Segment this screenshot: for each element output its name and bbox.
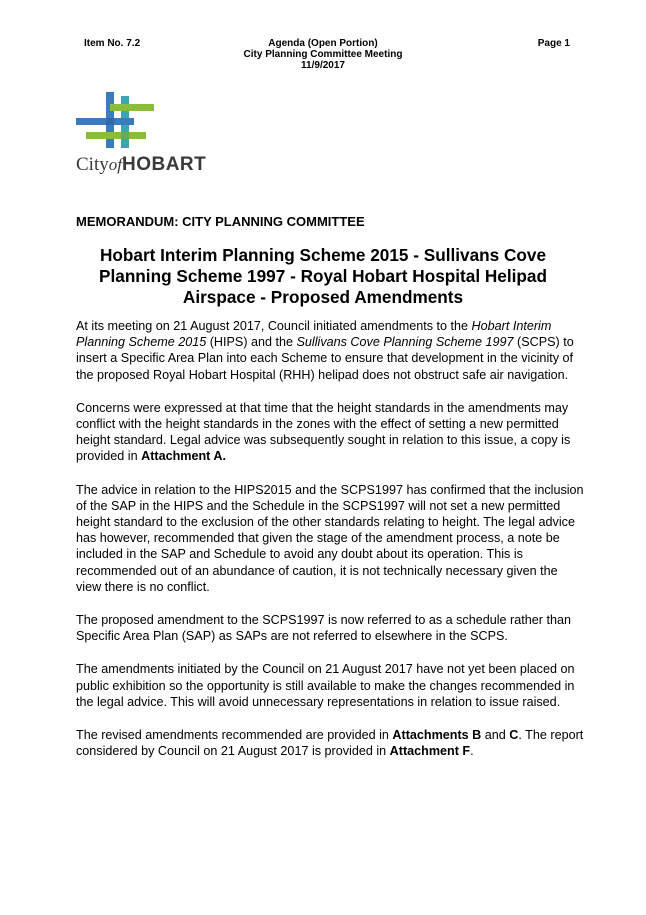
page-number: Page 1 xyxy=(537,38,570,49)
agenda-line-3: 11/9/2017 xyxy=(301,60,345,71)
document-title: Hobart Interim Planning Scheme 2015 - Sullivans Cove Planning Scheme 1997 - Royal Hobart Hospital Helipad Airspace - Proposed Amendments xyxy=(99,245,547,307)
city-of-hobart-logo xyxy=(76,92,206,182)
paragraph-5: The amendments initiated by the Council on 21 August 2017 have not yet been placed on public exhibition so the opportunity is still available to make the changes recommended in the legal advice. This will avoid unnecessary representations in relation to issue raised. xyxy=(76,662,575,709)
paragraph-2: Concerns were expressed at that time that the height standards in the amendments may conflict with the height standards in the zones with the effect of setting a new permitted height standard. Legal advice was subsequently sought in relation to this issue, a copy is provided in Attachment A. xyxy=(76,400,571,464)
paragraph-1: At its meeting on 21 August 2017, Council initiated amendments to the Hobart Interim Planning Scheme 2015 (HIPS) and the Sullivans Cove Planning Scheme 1997 (SCPS) to insert a Specific Area Plan into each Scheme to ensure that development in the vicinity of the proposed Royal Hobart Hospital (RHH) helipad does not obstruct safe air navigation. xyxy=(76,319,574,382)
memo-heading: MEMORANDUM: CITY PLANNING COMMITTEE xyxy=(76,214,365,229)
agenda-line-2: City Planning Committee Meeting xyxy=(243,49,403,60)
agenda-line-1: Agenda (Open Portion) xyxy=(268,38,378,49)
paragraph-3: The advice in relation to the HIPS2015 and the SCPS1997 has confirmed that the inclusion of the SAP in the HIPS and the Schedule in the SCPS1997 will not set a new permitted height standard to the exclusion of the other standards relating to height. The legal advice has however, recommended that given the stage of the amendment process, a note be included in the SAP and Schedule to avoid any doubt about its operation. This is recommended out of an abundance of caution, it is not technically necessary given the view there is no conflict. xyxy=(76,482,584,594)
memo-body xyxy=(76,318,586,776)
hobart-crest-icon xyxy=(76,92,156,150)
item-number: Item No. 7.2 xyxy=(84,38,141,49)
logo-wordmark: CityofHOBART xyxy=(76,154,207,175)
paragraph-4: The proposed amendment to the SCPS1997 is now referred to as a schedule rather than Specific Area Plan (SAP) as SAPs are not referred to elsewhere in the SCPS. xyxy=(76,613,571,644)
paragraph-6: The revised amendments recommended are provided in Attachments B and C. The report considered by Council on 21 August 2017 is provided in Attachment F. xyxy=(76,728,584,759)
